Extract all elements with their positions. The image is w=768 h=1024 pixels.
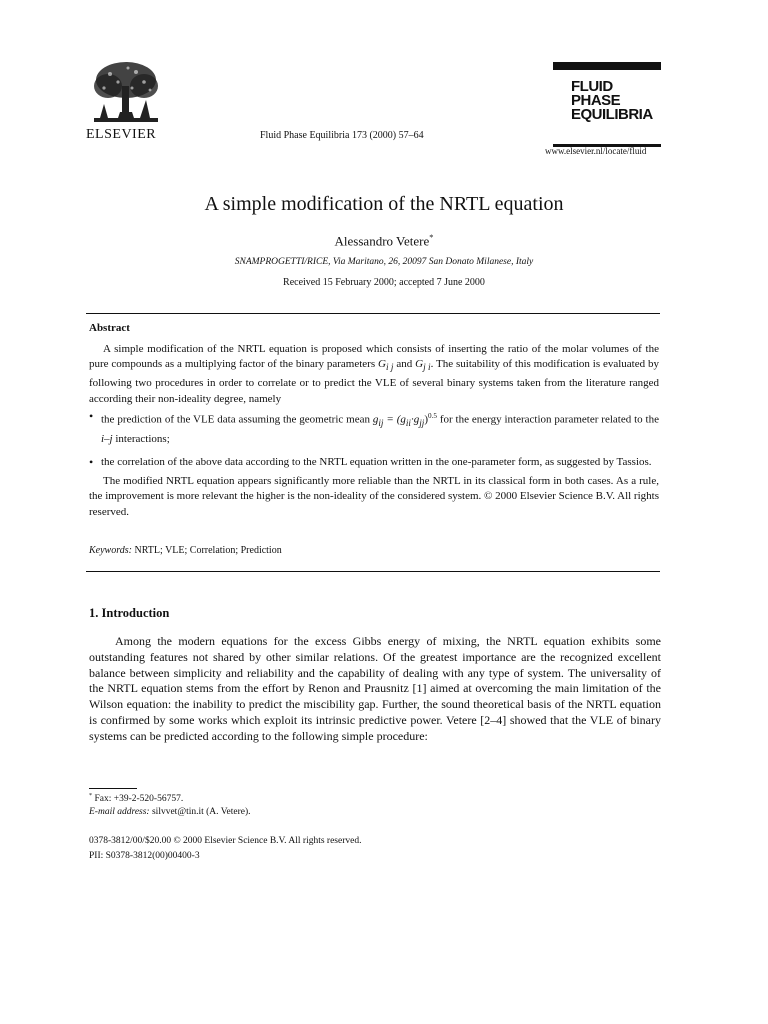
author-name-text: Alessandro Vetere <box>334 233 430 249</box>
author-footnote-mark[interactable]: * <box>429 232 434 242</box>
abstract-paragraph-2: The modified NRTL equation appears significantly more reliable than the NRTL in its classical form in both cases. As a rule, the improvement is more relevant the higher is the non-ideality of the considered system. © 2000 Elsevier Science B.V. All rights reserved. <box>89 474 659 518</box>
abstract-text: A simple modification of the NRTL equation is proposed which consists of inserting the ratio of the molar volumes of the pure compounds as a multiplying factor of the binary parameters <box>89 342 659 371</box>
footnote-email <box>89 807 251 817</box>
bullet-text-part: interactions; <box>112 432 170 445</box>
abstract-bullet-2 <box>89 455 659 471</box>
bullet-text-part: the prediction of the VLE data assuming the geometric mean <box>101 413 373 426</box>
abstract-heading: Abstract <box>89 322 130 334</box>
introduction-paragraph: Among the modern equations for the excess Gibbs energy of mixing, the NRTL equation exhibits some outstanding features not shared by other similar relations. Of the greatest importance are the recognized excellent balance between simplicity and reliability and the capability of dealing with any type of system. The universality of the NRTL equation stems from the effort by Renon and Prausnitz [1] aimed at overcoming the main limitation of the Wilson equation: the inability to predict the miscibility gap. Further, the sound theoretical basis of the NRTL equation is confirmed by some works which exploit its intrinsic predictive power. Vetere [2–4] showed that the VLE of binary systems can be predicted according to the following simple procedure: <box>89 634 661 743</box>
abstract-text: and <box>393 358 416 371</box>
author-affiliation: SNAMPROGETTI/RICE, Via Maritano, 26, 20097 San Donato Milanese, Italy <box>234 257 534 267</box>
math-subscript: ij <box>378 418 384 428</box>
math-symbol: G <box>415 358 424 371</box>
journal-logo-line1: FLUID PHASE <box>571 78 621 109</box>
journal-url[interactable]: www.elsevier.nl/locate/fluid <box>545 146 647 156</box>
article-title: A simple modification of the NRTL equation <box>204 193 564 215</box>
footnote-email-label: E-mail address: <box>89 807 150 817</box>
bullet-text-part: for the energy interaction parameter related to the <box>436 413 659 426</box>
abstract-bullet-1 <box>89 409 659 447</box>
math-equation: ) <box>424 413 428 426</box>
author-name <box>0 232 768 249</box>
footnote-fax <box>89 793 183 804</box>
math-subscript: i j <box>385 362 394 373</box>
bullet-icon: • <box>89 409 94 424</box>
footnote-email-address[interactable]: silvvet@tin.it (A. Vetere). <box>149 807 251 817</box>
abstract <box>89 321 659 521</box>
keywords-label: Keywords: <box>89 545 132 556</box>
received-dates: Received 15 February 2000; accepted 7 June 2000 <box>283 277 485 288</box>
bullet-text <box>101 409 659 447</box>
publisher-name: ELSEVIER <box>86 127 157 142</box>
abstract-paragraph-1 <box>89 342 659 408</box>
abstract-top-rule <box>86 313 660 314</box>
section-heading-introduction: 1. Introduction <box>89 606 170 620</box>
journal-reference: Fluid Phase Equilibria 173 (2000) 57–64 <box>260 130 424 141</box>
bullet-text: the correlation of the above data according to the NRTL equation written in the one-parameter form, as suggested by Tassios. <box>101 456 652 469</box>
keywords <box>89 545 282 556</box>
math-symbol: g <box>372 413 379 426</box>
journal-logo <box>553 62 661 147</box>
abstract-text: . The suitability of this modification is evaluated by following two procedures in order to correlate or to predict the VLE of several binary systems taken from the literature ranged according their non-ideality degree, namely <box>89 358 659 405</box>
pii-line: PII: S0378-3812(00)00400-3 <box>89 851 200 861</box>
math-exponent: 0.5 <box>427 412 437 421</box>
math-subscript: j i <box>423 362 431 373</box>
footnote-fax-text: Fax: +39-2-520-56757. <box>92 794 184 805</box>
math-symbol: i–j <box>101 432 113 445</box>
math-equation: = (g <box>383 413 406 426</box>
math-subscript: ii <box>405 418 411 428</box>
math-subscript: jj <box>419 418 425 428</box>
footnote-mark: * <box>89 793 93 799</box>
math-equation: ·g <box>410 413 420 426</box>
bullet-icon: • <box>89 455 94 470</box>
journal-logo-line2: EQUILIBRIA <box>571 106 653 123</box>
math-symbol: G <box>378 358 386 371</box>
keywords-list: NRTL; VLE; Correlation; Prediction <box>131 545 282 556</box>
abstract-bottom-rule <box>86 571 660 572</box>
copyright-line: 0378-3812/00/$20.00 © 2000 Elsevier Science B.V. All rights reserved. <box>89 836 362 846</box>
footnote-rule <box>89 788 137 789</box>
introduction-body <box>89 634 661 745</box>
